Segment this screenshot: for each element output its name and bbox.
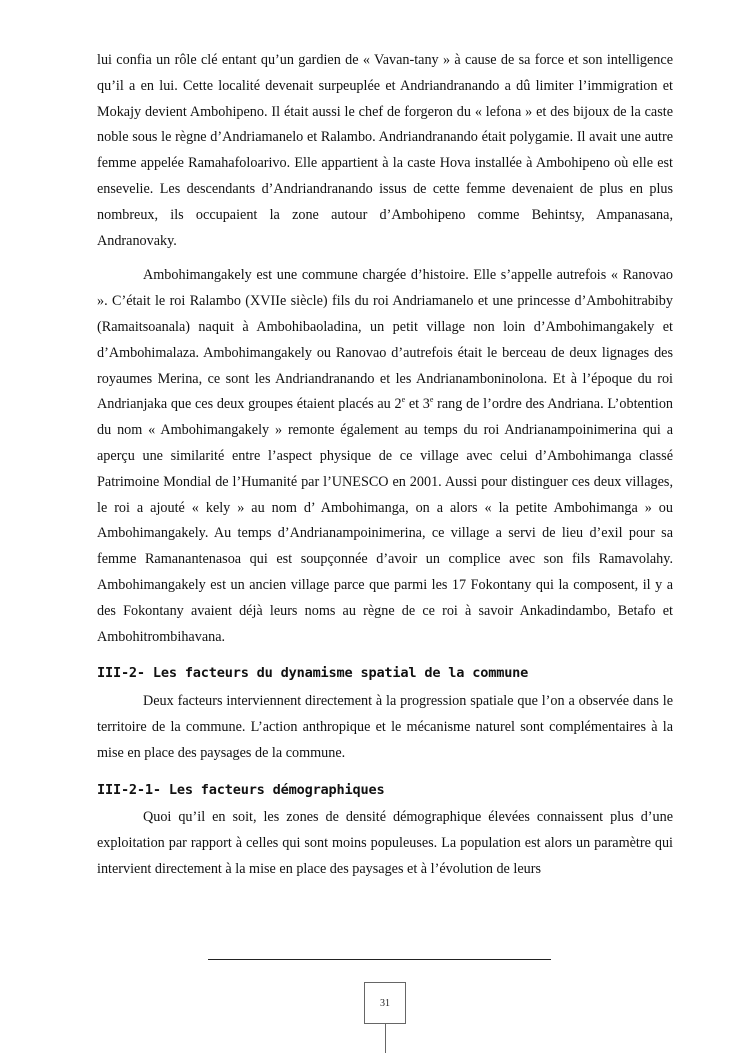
paragraph-2-part-2: et 3 <box>405 396 430 413</box>
paragraph-3: Deux facteurs interviennent directement à la progression spatiale que l’on a observée dans le territoire de la commune. L’action anthropique et le mécanisme naturel sont complémentaires à la mise en place des paysages de la commune. <box>97 693 673 761</box>
paragraph-2-part-1: Ambohimangakely est une commune chargée d’histoire. Elle s’appelle autrefois « Ranovao ». C’était le roi Ralambo (XVIIe siècle) fils du roi Andriamanelo et une princesse d’Ambohitrabiby (Ramaitsoanala) naquit à Ambohibaoladina, un petit village non loin d’Ambohimangakely et d’Ambohimalaza. Ambohimangakely ou Ranovao d’autrefois était le berceau de deux lignages des royaumes Merina, ce sont les Andriandranando et les Andrianamboninolona. Et à l’époque du roi Andrianjaka que ces deux groupes étaient placés au 2 <box>97 267 673 413</box>
paragraph-2-part-3: rang de l’ordre des Andriana. L’obtention du nom « Ambohimangakely » remonte également au temps du roi Andrianampoinimerina qui a aperçu une similarité entre l’aspect physique de ce village avec celui d’Ambohimanga classé Patrimoine Mondial de l’Humanité par l’UNESCO en 2001. Aussi pour distinguer ces deux villages, le roi a ajouté « kely » au nom d’ Ambohimanga, on a alors « la petite Ambohimanga » ou Ambohimangakely. Au temps d’Andrianampoinimerina, ce village a servi de lieu d’exil pour sa femme Ramanantenasoa qui est soupçonnée d’avoir un complice avec son fils Ramavolahy. Ambohimangakely est un ancien village parce que parmi les 17 Fokontany qui la composent, il y a des Fokontany avaient déjà leurs noms au règne de ce roi à savoir Ankadindambo, Betafo et Ambohitrombihavana. <box>97 396 674 645</box>
page-number-connector <box>385 1024 386 1053</box>
page-body <box>97 48 673 883</box>
paragraph-2 <box>97 263 673 650</box>
superscript-e-1: e <box>401 395 406 405</box>
section-heading-iii-2: III-2- Les facteurs du dynamisme spatial de la commune <box>97 665 529 682</box>
footer-rule <box>208 959 551 960</box>
paragraph-4: Quoi qu’il en soit, les zones de densité démographique élevées connaissent plus d’une exploitation par rapport à celles qui sont moins populeuses. La population est alors un paramètre qui intervient directement à la mise en place des paysages et à l’évolution de leurs <box>97 809 673 877</box>
section-heading-iii-2-1: III-2-1- Les facteurs démographiques <box>97 781 385 798</box>
page-number: 31 <box>380 997 390 1009</box>
superscript-e-2: e <box>429 395 434 405</box>
paragraph-1: lui confia un rôle clé entant qu’un gardien de « Vavan-tany » à cause de sa force et son intelligence qu’il a en lui. Cette localité devenait surpeuplée et Andriandranando a dû limiter l’immigration et Mokajy devient Ambohipeno. Il était aussi le chef de forgeron du « lefona » et des bijoux de la caste noble sous le règne d’Andriamanelo et Ralambo. Andriandranando était polygamie. Il avait une autre femme appelée Ramahafoloarivo. Elle appartient à la caste Hova installée à Ambohipeno où elle est ensevelie. Les descendants d’Andriandranando issus de cette femme devenaient de plus en plus nombreux, ils occupaient la zone autour d’Ambohipeno comme Behintsy, Ampanasana, Andranovaky. <box>97 52 673 249</box>
page-number-box <box>364 982 406 1024</box>
